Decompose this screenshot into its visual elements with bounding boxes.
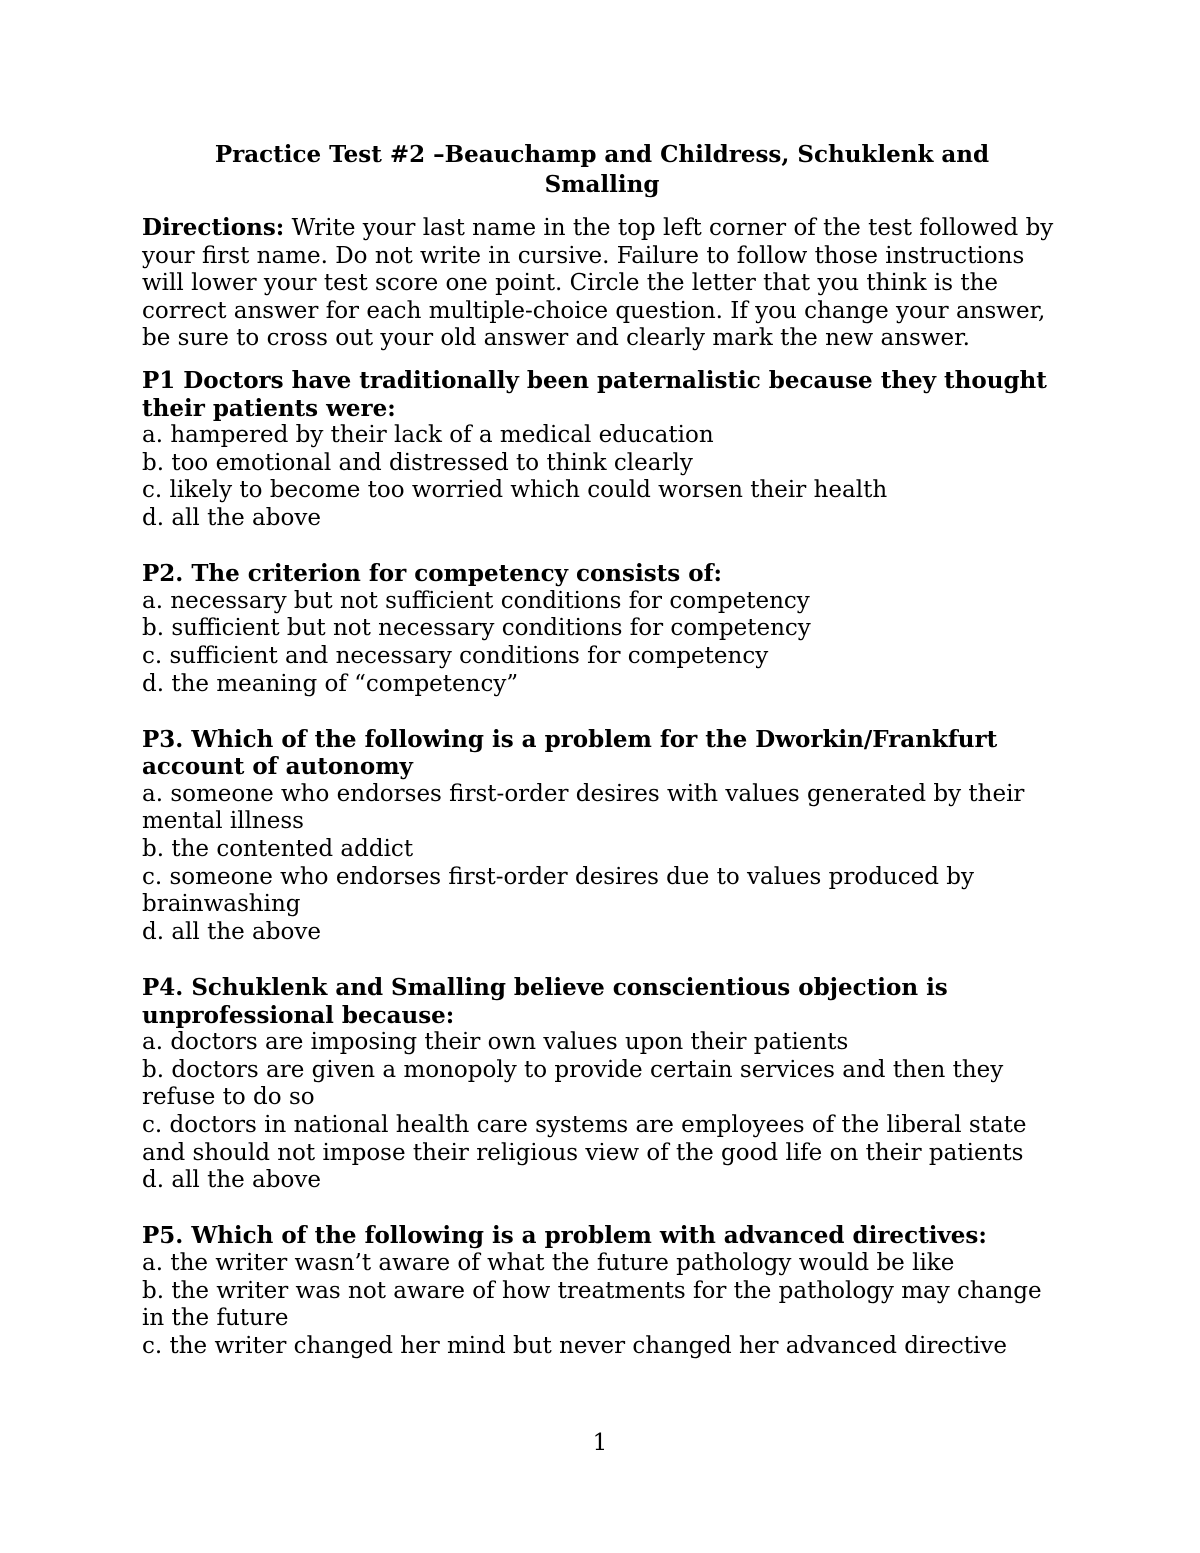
answer-option-d: d. all the above [142, 1167, 321, 1194]
question-p3 [142, 726, 1062, 947]
answer-option-a: a. someone who endorses first-order desires with values generated by their mental illness [142, 780, 1025, 835]
question-p1 [142, 367, 1062, 533]
answer-option-b: b. sufficient but not necessary conditions for competency [142, 615, 811, 642]
answer-option-b: b. the contented addict [142, 836, 414, 863]
page-title [142, 140, 1062, 200]
title-line-1: Practice Test #2 –Beauchamp and Childress, Schuklenk and [214, 141, 990, 168]
answer-option-b: b. the writer was not aware of how treatments for the pathology may change in the future [142, 1277, 1042, 1332]
answer-option-a: a. necessary but not sufficient conditions for competency [142, 587, 810, 614]
answer-option-a: a. doctors are imposing their own values upon their patients [142, 1029, 849, 1056]
page-content [142, 140, 1062, 1360]
answer-option-d: d. the meaning of “competency” [142, 670, 519, 697]
page-number: 1 [592, 1430, 608, 1456]
answer-option-a: a. the writer wasn’t aware of what the future pathology would be like [142, 1249, 955, 1276]
answer-option-b: b. doctors are given a monopoly to provide certain services and then they refuse to do so [142, 1056, 1004, 1111]
question-text: P4. Schuklenk and Smalling believe conscientious objection is unprofessional because: [142, 974, 948, 1029]
question-text: P1 Doctors have traditionally been paternalistic because they thought their patients were: [142, 366, 1047, 422]
question-text: P2. The criterion for competency consists of: [142, 560, 722, 588]
directions-text: Write your last name in the top left corner of the test followed by your first name. Do not write in cursive. Failure to follow those instructions will lower your test score one point. Circle the letter that you think is the correct answer for each multiple-choice question. If you change your answer, be sure to cross out your old answer and clearly mark the new answer. [142, 215, 1054, 352]
question-text: P3. Which of the following is a problem for the Dworkin/Frankfurt account of autonomy [142, 725, 998, 781]
answer-option-c: c. likely to become too worried which could worsen their health [142, 477, 888, 504]
question-text: P5. Which of the following is a problem with advanced directives: [142, 1222, 987, 1250]
directions-paragraph [142, 214, 1062, 353]
answer-option-c: c. the writer changed her mind but never changed her advanced directive [142, 1332, 1008, 1359]
answer-option-c: c. someone who endorses first-order desires due to values produced by brainwashing [142, 863, 974, 918]
title-line-2: Smalling [544, 171, 660, 198]
answer-option-a: a. hampered by their lack of a medical education [142, 422, 714, 449]
answer-option-d: d. all the above [142, 504, 321, 531]
answer-option-d: d. all the above [142, 918, 321, 945]
answer-option-c: c. sufficient and necessary conditions for competency [142, 642, 769, 669]
directions-label: Directions: [142, 214, 285, 241]
answer-option-b: b. too emotional and distressed to think clearly [142, 449, 693, 476]
question-p2 [142, 560, 1062, 698]
answer-option-c: c. doctors in national health care systems are employees of the liberal state and should not impose their religious view of the good life on their patients [142, 1112, 1027, 1166]
question-p4 [142, 974, 1062, 1195]
question-p5 [142, 1222, 1062, 1360]
